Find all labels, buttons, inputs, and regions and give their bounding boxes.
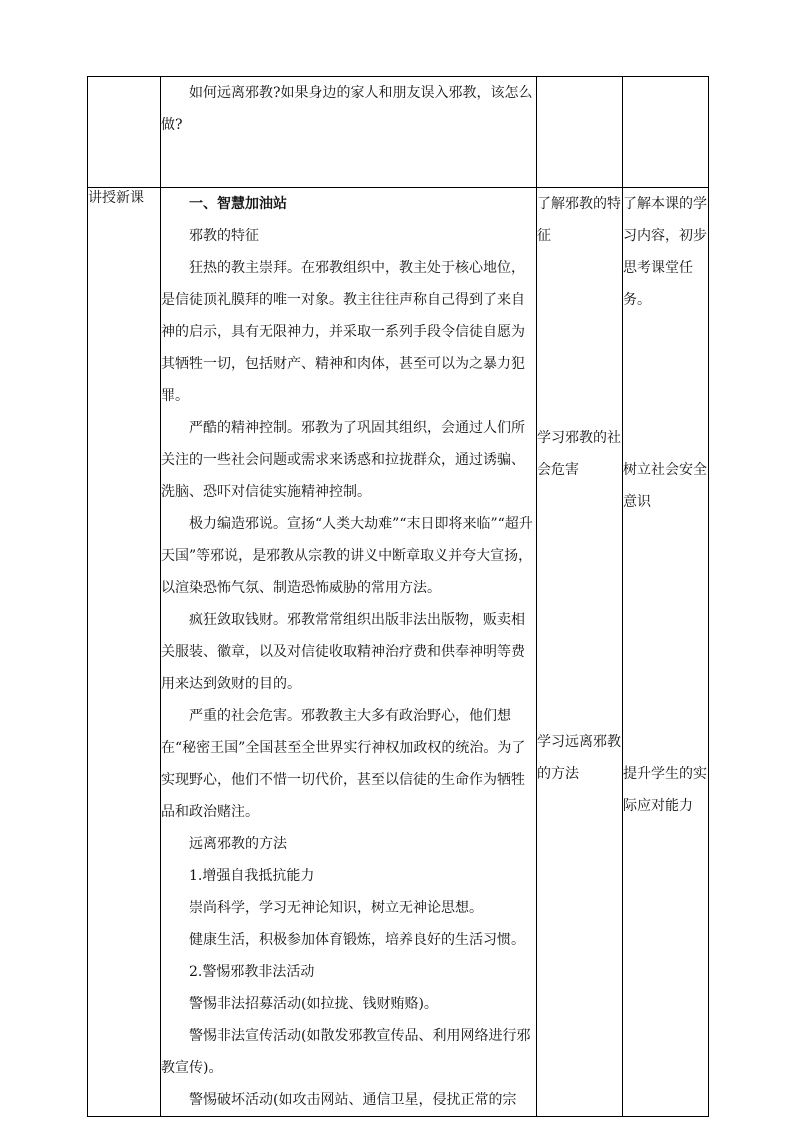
stage-cell — [88, 188, 161, 1117]
content-paragraph: 严重的社会危害。邪教教主大多有政治野心，他们想在“秘密王国”全国甚至全世界实行神权加政权的统治。为了实现野心，他们不惜一切代价，甚至以信徒的生命作为牺牲品和政治赌注。 — [161, 708, 526, 820]
activity-text: 学习远离邪教的方法 — [537, 734, 621, 782]
content-paragraph: 狂热的教主崇拜。在邪教组织中，教主处于核心地位，是信徒顶礼膜拜的唯一对象。教主往往声称自己得到了来自神的启示，具有无限神力，并采取一系列手段令信徒自愿为其牺牲一切，包括财产、精神和肉体，甚至可以为之暴力犯罪。 — [161, 260, 525, 404]
subheading: 远离邪教的方法 — [189, 836, 287, 852]
lesson-plan-table — [87, 76, 709, 1117]
content-cell — [161, 77, 537, 188]
subheading: 邪教的特征 — [189, 228, 259, 244]
content-paragraph: 警惕破坏活动(如攻击网站、通信卫星，侵扰正常的宗 — [189, 1092, 517, 1108]
activity-text: 学习邪教的社会危害 — [537, 430, 621, 478]
table-row — [88, 188, 709, 1117]
content-paragraph: 警惕非法宣传活动(如散发邪教宣传品、利用网络进行邪教宣传)。 — [161, 1028, 531, 1076]
intent-text: 树立社会安全意识 — [623, 462, 707, 510]
activity-cell-empty — [537, 77, 623, 188]
content-paragraph: 1.增强自我抵抗能力 — [189, 868, 315, 884]
table-row — [88, 77, 709, 188]
content-paragraph: 健康生活，积极参加体育锻炼，培养良好的生活习惯。 — [189, 932, 525, 948]
intent-cell-empty — [623, 77, 709, 188]
content-paragraph: 2.警惕邪教非法活动 — [189, 964, 315, 980]
content-paragraph: 警惕非法招募活动(如拉拢、钱财贿赂)。 — [189, 996, 438, 1012]
section-heading: 一、智慧加油站 — [189, 196, 287, 212]
content-paragraph: 疯狂敛取钱财。邪教常常组织出版非法出版物，贩卖相关服装、徽章，以及对信徒收取精神治疗费和供奉神明等费用来达到敛财的目的。 — [161, 612, 525, 692]
content-paragraph: 极力编造邪说。宣扬“人类大劫难”“末日即将来临”“超升天国”等邪说，是邪教从宗教的讲义中断章取义并夸大宣扬，以渲染恐怖气氛、制造恐怖威胁的常用方法。 — [161, 516, 533, 596]
content-paragraph: 崇尚科学，学习无神论知识，树立无神论思想。 — [189, 900, 483, 916]
intent-text: 提升学生的实际应对能力 — [623, 766, 707, 814]
stage-label: 讲授新课 — [88, 190, 144, 206]
activity-cell — [537, 188, 623, 1117]
content-paragraph: 严酷的精神控制。邪教为了巩固其组织，会通过人们所关注的一些社会问题或需求来诱惑和拉拢群众，通过诱骗、洗脑、恐吓对信徒实施精神控制。 — [161, 420, 525, 500]
activity-text: 了解邪教的特征 — [537, 196, 621, 244]
intent-text: 了解本课的学习内容，初步思考课堂任务。 — [623, 196, 707, 308]
content-cell — [161, 188, 537, 1117]
intent-cell — [623, 188, 709, 1117]
stage-cell-empty — [88, 77, 161, 188]
question-paragraph: 如何远离邪教?如果身边的家人和朋友误入邪教，该怎么做? — [161, 85, 533, 133]
